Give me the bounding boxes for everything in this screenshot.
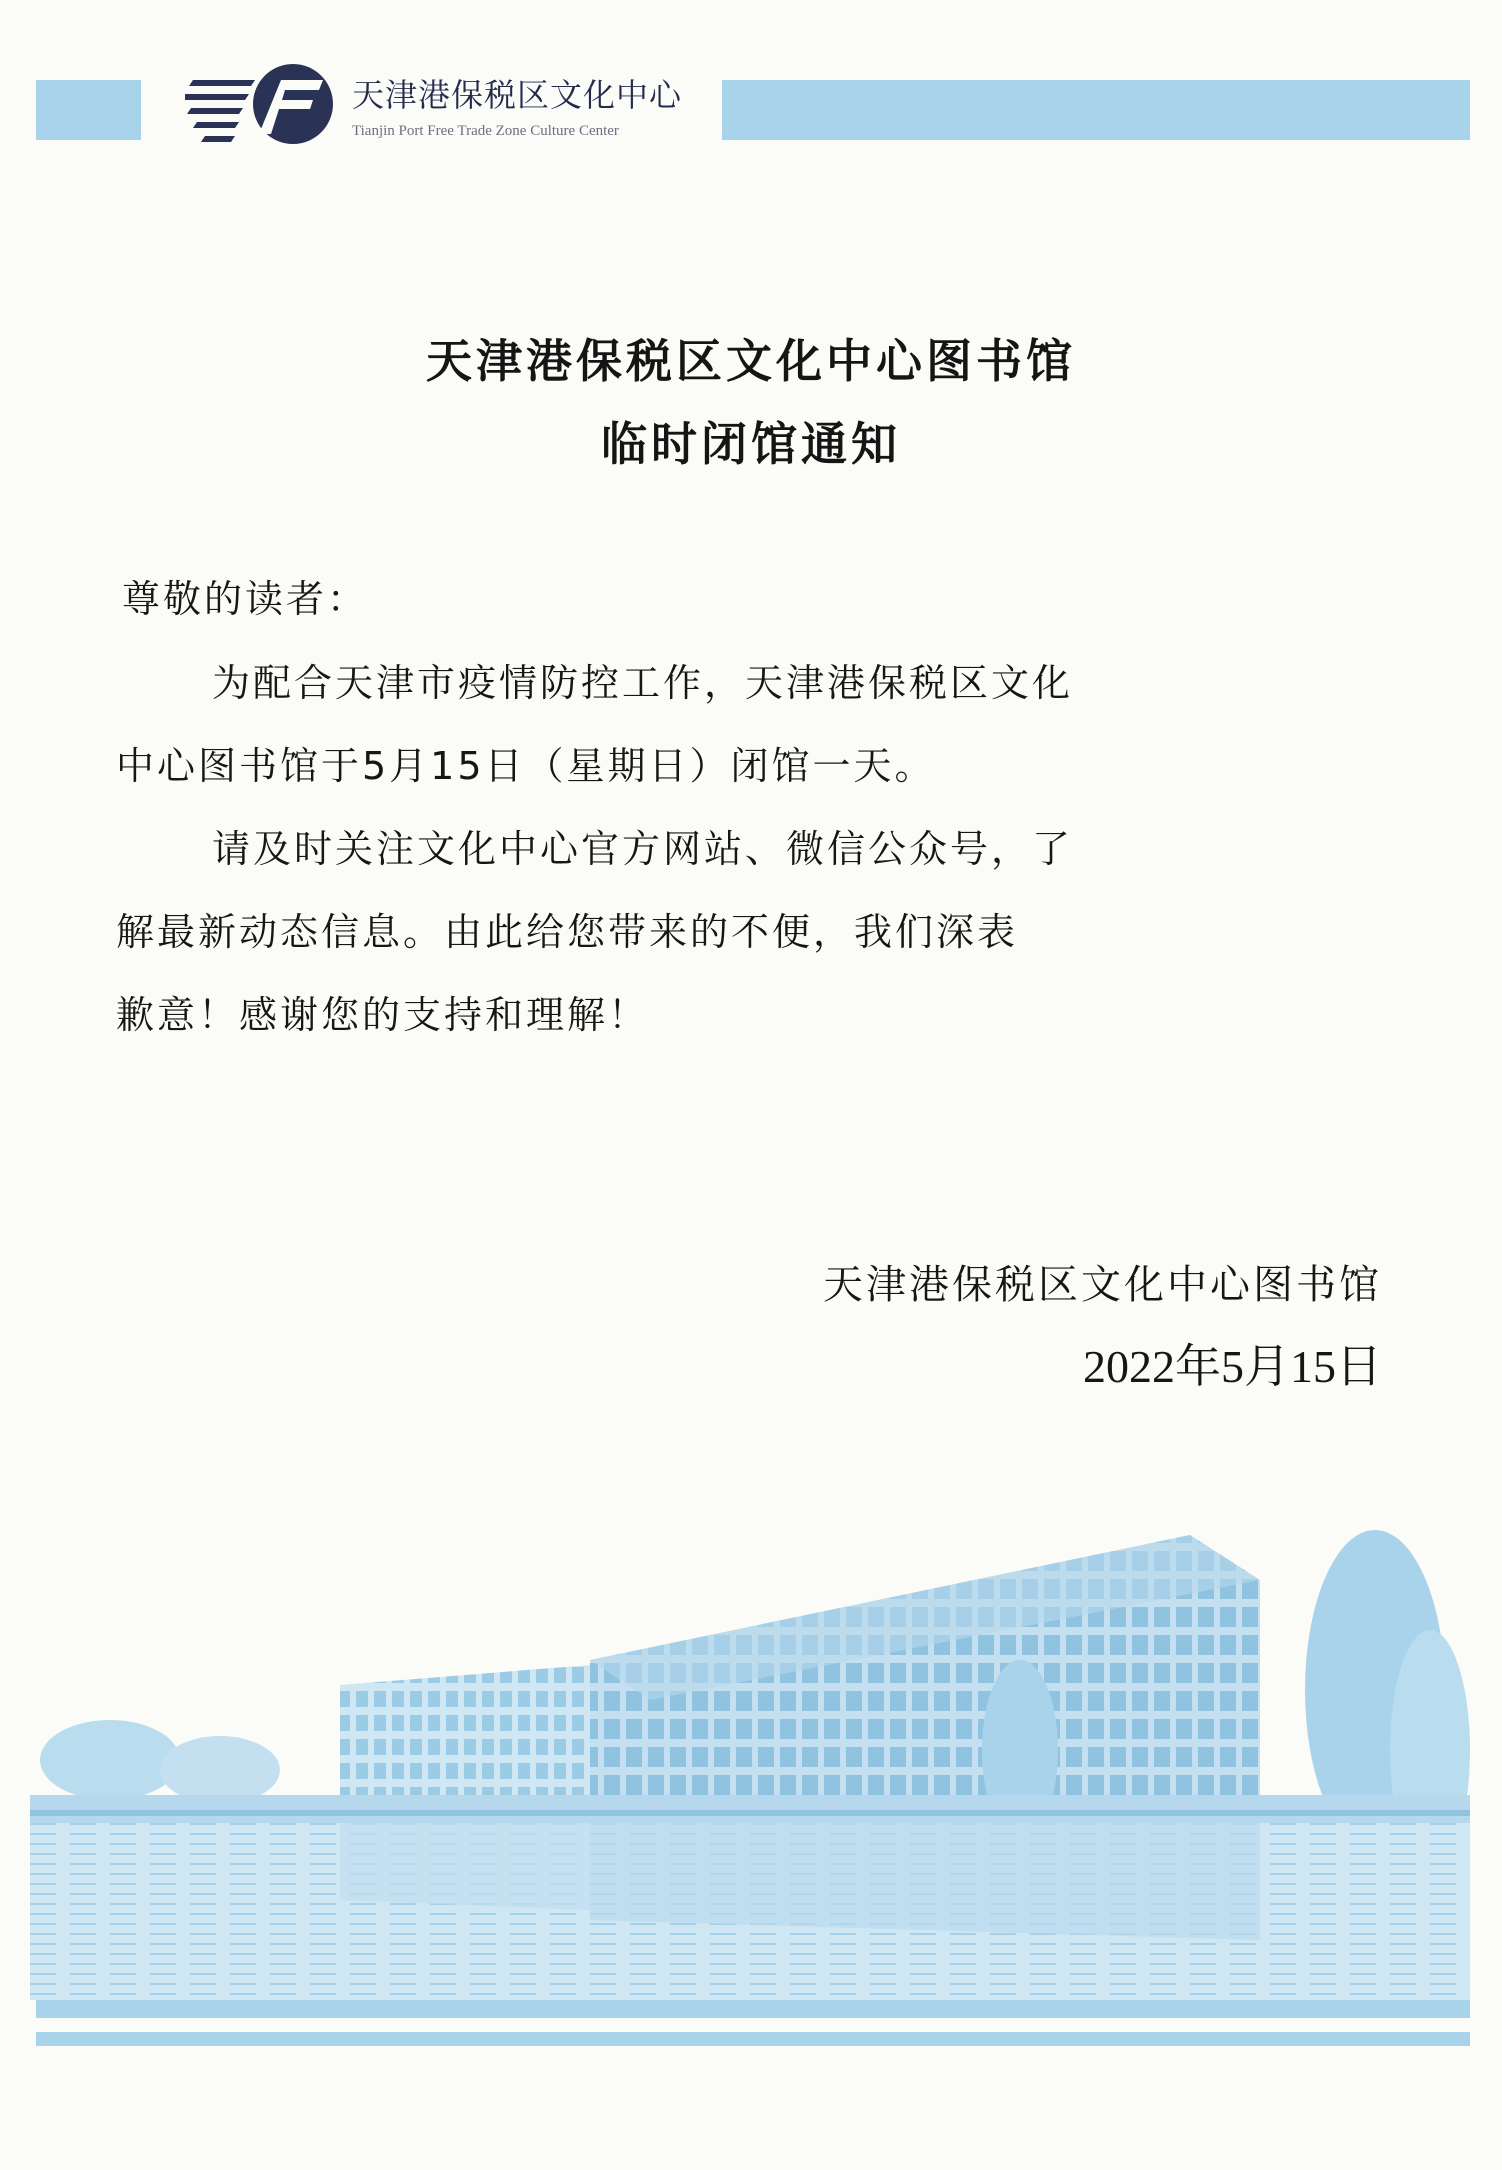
paragraph-1-line-1: 为配合天津市疫情防控工作，天津港保税区文化 bbox=[212, 661, 1074, 705]
paragraph-2-line-2: 解最新动态信息。由此给您带来的不便，我们深表 bbox=[116, 910, 1019, 954]
signature-date: 2022年5月15日 bbox=[1083, 1341, 1382, 1392]
notice-title-line2: 临时闭馆通知 bbox=[601, 417, 901, 471]
footer-bar-lower bbox=[36, 2032, 1470, 2046]
culture-center-logo-icon bbox=[185, 58, 345, 148]
paragraph-2-line-3: 歉意！感谢您的支持和理解！ bbox=[116, 993, 650, 1037]
signature-org: 天津港保税区文化中心图书馆 bbox=[823, 1262, 1382, 1308]
paragraph-1-line-2: 中心图书馆于5月15日（星期日）闭馆一天。 bbox=[116, 744, 936, 788]
footer-bar-upper bbox=[36, 2000, 1470, 2018]
notice-title-line1: 天津港保税区文化中心图书馆 bbox=[426, 334, 1076, 388]
paragraph-2-line-1: 请及时关注文化中心官方网站、微信公众号，了 bbox=[212, 827, 1074, 871]
org-name-cn: 天津港保税区文化中心 bbox=[352, 76, 683, 114]
org-name-en: Tianjin Port Free Trade Zone Culture Center bbox=[352, 123, 619, 139]
header-bar-right bbox=[722, 80, 1470, 140]
salutation: 尊敬的读者： bbox=[122, 577, 369, 621]
header-bar-left bbox=[36, 80, 141, 140]
library-building-illustration bbox=[30, 1520, 1470, 2000]
